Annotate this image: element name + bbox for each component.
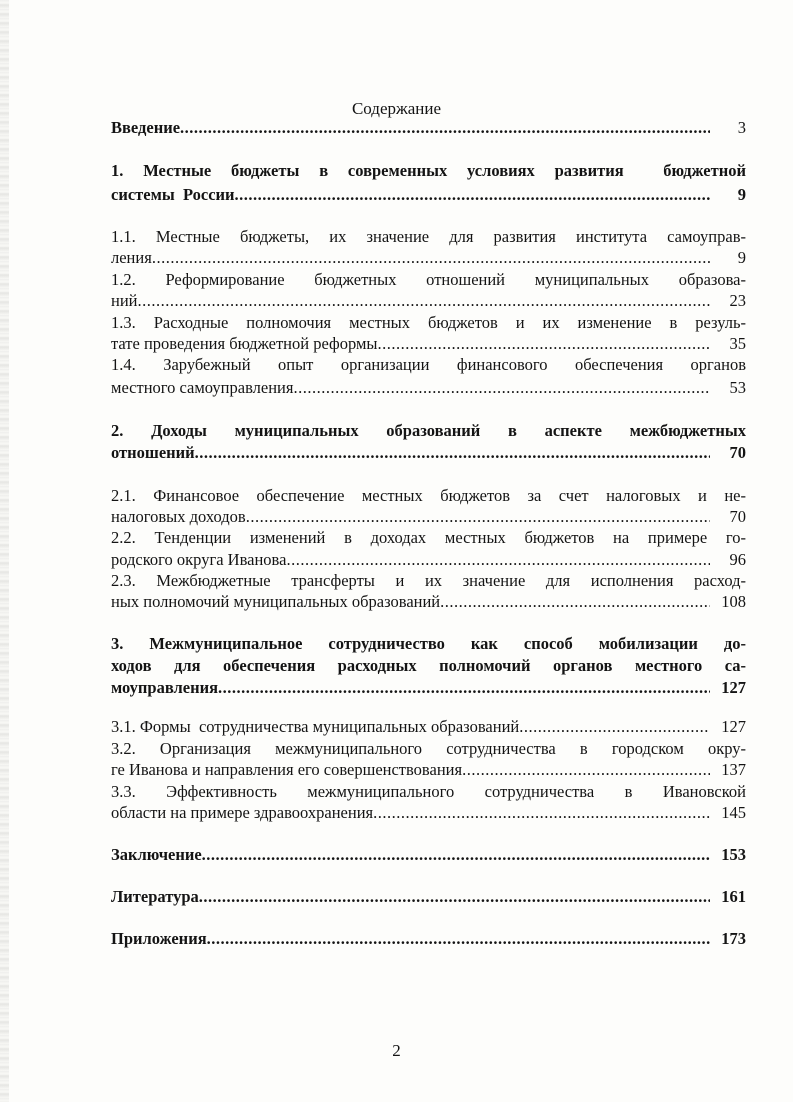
toc-entry-text: системы России: [111, 185, 235, 204]
toc-page-number: 137: [721, 760, 746, 779]
toc-page-number: 70: [729, 443, 746, 462]
page-number: 2: [392, 1041, 401, 1060]
toc-section-2-1-line1[interactable]: 2.1. Финансовое обеспечение местных бюджетов за счет налоговых и не-: [111, 486, 746, 505]
toc-page-number: 96: [729, 550, 746, 569]
toc-section-1-4[interactable]: [111, 378, 746, 398]
toc-entry-text: родского округа Иванова: [111, 550, 287, 569]
toc-entry-text: местного самоуправления: [111, 378, 294, 397]
toc-section-3-2[interactable]: [111, 760, 746, 780]
toc-section-1-2-line1[interactable]: 1.2. Реформирование бюджетных отношений муниципальных образова-: [111, 270, 746, 289]
scan-edge: [0, 0, 9, 1102]
toc-section-1-1[interactable]: [111, 248, 746, 268]
toc-entry-text: Литература: [111, 887, 199, 906]
toc-chapter-2-line1[interactable]: 2. Доходы муниципальных образований в аспекте межбюджетных: [111, 421, 746, 440]
page-title: Содержание: [351, 99, 442, 118]
leader-dots: [462, 760, 710, 780]
toc-page-number: 9: [737, 185, 746, 204]
leader-dots: [293, 378, 710, 398]
toc-section-2-2[interactable]: [111, 550, 746, 570]
toc-chapter-3-line2[interactable]: ходов для обеспечения расходных полномочий органов местного са-: [111, 656, 746, 675]
leader-dots: [218, 678, 710, 698]
toc-page-number: 145: [721, 803, 746, 822]
leader-dots: [286, 550, 710, 570]
leader-dots: [199, 887, 710, 907]
toc-page-number: 3: [737, 118, 746, 137]
toc-section-2-2-line1[interactable]: 2.2. Тенденции изменений в доходах местных бюджетов на примере го-: [111, 528, 746, 547]
toc-entry-literature[interactable]: [111, 887, 746, 907]
toc-page-number: 23: [729, 291, 746, 310]
toc-page-number: 35: [729, 334, 746, 353]
toc-entry-text: Введение: [111, 118, 181, 137]
leader-dots: [202, 845, 710, 865]
toc-section-1-4-line1[interactable]: 1.4. Зарубежный опыт организации финансового обеспечения органов: [111, 355, 746, 374]
toc-entry-text: Приложения: [111, 929, 207, 948]
toc-section-3-3-line1[interactable]: 3.3. Эффективность межмуниципального сотрудничества в Ивановской: [111, 782, 746, 801]
toc-section-2-3-line1[interactable]: 2.3. Межбюджетные трансферты и их значение для исполнения расход-: [111, 571, 746, 590]
toc-chapter-3-line1[interactable]: 3. Межмуниципальное сотрудничество как способ мобилизации до-: [111, 634, 746, 653]
toc-section-1-2[interactable]: [111, 291, 746, 311]
toc-page-number: 70: [729, 507, 746, 526]
toc-entry-text: Заключение: [111, 845, 202, 864]
toc-page-number: 53: [729, 378, 746, 397]
toc-entry-text: отношений: [111, 443, 195, 462]
toc-entry-text: моуправления: [111, 678, 219, 697]
leader-dots: [152, 248, 710, 268]
leader-dots: [235, 185, 710, 205]
toc-entry-text: тате проведения бюджетной реформы: [111, 334, 378, 353]
toc-entry-text: налоговых доходов: [111, 507, 246, 526]
leader-dots: [195, 443, 710, 463]
toc-entry-intro[interactable]: [111, 118, 746, 138]
toc-entry-appendices[interactable]: [111, 929, 746, 949]
leader-dots: [377, 334, 710, 354]
toc-entry-text: области на примере здравоохранения: [111, 803, 374, 822]
toc-page-number: 9: [737, 248, 746, 267]
toc-section-3-1[interactable]: [111, 717, 746, 737]
toc-chapter-1[interactable]: [111, 185, 746, 205]
toc-chapter-3[interactable]: [111, 678, 746, 698]
toc-page-number: 153: [721, 845, 746, 864]
leader-dots: [373, 803, 710, 823]
toc-entry-text: 3.1. Формы сотрудничества муниципальных образований: [111, 717, 520, 736]
toc-section-2-3[interactable]: [111, 592, 746, 612]
leader-dots: [138, 291, 711, 311]
toc-page-number: 173: [721, 929, 746, 948]
toc-section-2-1[interactable]: [111, 507, 746, 527]
toc-entry-text: ний: [111, 291, 138, 310]
toc-section-1-3-line1[interactable]: 1.3. Расходные полномочия местных бюджетов и их изменение в резуль-: [111, 313, 746, 332]
toc-section-3-2-line1[interactable]: 3.2. Организация межмуниципального сотрудничества в городском окру-: [111, 739, 746, 758]
leader-dots: [519, 717, 710, 737]
toc-section-1-3[interactable]: [111, 334, 746, 354]
toc-page-number: 127: [721, 678, 746, 697]
leader-dots: [246, 507, 710, 527]
toc-entry-conclusion[interactable]: [111, 845, 746, 865]
toc-entry-text: ления: [111, 248, 152, 267]
leader-dots: [207, 929, 710, 949]
toc-section-3-3[interactable]: [111, 803, 746, 823]
toc-page-number: 108: [721, 592, 746, 611]
leader-dots: [440, 592, 710, 612]
toc-section-1-1-line1[interactable]: 1.1. Местные бюджеты, их значение для развития института самоупрaв-: [111, 227, 746, 246]
toc-chapter-2[interactable]: [111, 443, 746, 463]
toc-entry-text: ных полномочий муниципальных образований: [111, 592, 441, 611]
toc-page-number: 127: [721, 717, 746, 736]
toc-entry-text: ге Иванова и направления его совершенствования: [111, 760, 463, 779]
toc-chapter-1-line1[interactable]: 1. Местные бюджеты в современных условиях развития бюджетной: [111, 161, 746, 180]
toc-page-number: 161: [721, 887, 746, 906]
leader-dots: [180, 118, 710, 138]
